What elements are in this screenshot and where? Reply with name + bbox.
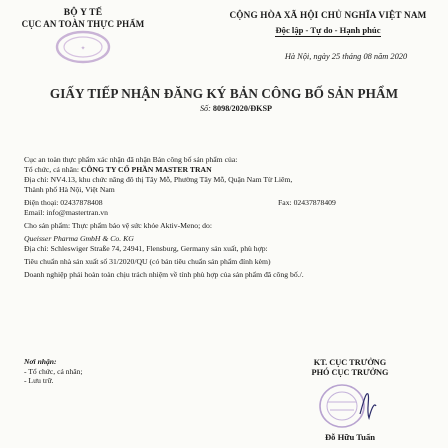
address-line-1: Địa chỉ: NV4.13, khu chức năng đô thị Tây Mỗ, Phường Tây Mỗ, Quận Nam Từ Liêm,: [24, 175, 293, 184]
recipients-label: Nơi nhận:: [24, 357, 57, 366]
issuing-authority: [8, 8, 158, 64]
signer-name: Đỗ Hữu Tuấn: [324, 432, 376, 442]
organization-name: CÔNG TY CỔ PHẦN MASTER TRAN: [80, 165, 212, 174]
svg-text:✦: ✦: [80, 46, 86, 52]
manufacturer-address: Địa chỉ: Schleswiger Straße 74, 24941, Flensburg, Germany sản xuất, phù hợp:: [24, 244, 268, 253]
organization-line: [24, 165, 438, 175]
address-line-2: Thành phố Hà Nội, Việt Nam: [24, 185, 115, 194]
document-body: [24, 155, 438, 280]
national-motto: Độc lập - Tự do - Hạnh phúc: [275, 25, 381, 35]
nation-name: CỘNG HÒA XÃ HỘI CHỦ NGHĨA VIỆT NAM: [229, 10, 427, 20]
signer-block: [270, 358, 430, 378]
responsibility-line: Doanh nghiệp phải hoàn toàn chịu trách nhiệm về tính phù hợp của sản phẩm đã công bố./.: [24, 270, 304, 279]
standard-line: Tiêu chuẩn nhà sản xuất số 31/2020/QU (có bản tiêu chuẩn sản phẩm đính kèm): [24, 257, 271, 266]
national-header: [214, 10, 442, 61]
product-line: Cho sản phẩm: Thực phẩm bảo vệ sức khỏe Aktiv-Meno; do:: [24, 221, 212, 230]
ministry-name: BỘ Y TẾ: [63, 8, 103, 18]
phone: Điện thoại: 02437878408: [24, 198, 103, 207]
manufacturer-name: Queisser Pharma GmbH & Co. KG: [24, 234, 134, 243]
email: Email: info@mastertran.vn: [24, 208, 108, 217]
document-number: [0, 104, 448, 113]
contact-row: [24, 198, 438, 208]
recipient-item: - Lưu trữ.: [24, 376, 54, 385]
organization-label: Tổ chức, cá nhân:: [24, 165, 79, 174]
recipient-item: - Tổ chức, cá nhân;: [24, 366, 83, 376]
issue-date: Hà Nội, ngày 25 tháng 08 năm 2020: [284, 52, 408, 61]
signer-title-1: KT. CỤC TRƯỞNG: [313, 358, 387, 367]
intro-line: Cục an toàn thực phẩm xác nhận đã nhận Bản công bố sản phẩm của:: [24, 155, 238, 164]
signer-title-2: PHÓ CỤC TRƯỞNG: [311, 368, 389, 377]
recipients-block: [24, 357, 83, 386]
official-seal-stamp-icon: [316, 380, 380, 430]
fax: Fax: 02437878409: [278, 198, 336, 207]
agency-name: CỤC AN TOÀN THỰC PHẨM: [21, 19, 145, 29]
header-seal-stamp-icon: [54, 30, 112, 64]
document-number-label: Số:: [199, 104, 211, 113]
document-title: GIẤY TIẾP NHẬN ĐĂNG KÝ BẢN CÔNG BỐ SẢN PHẨM: [49, 86, 399, 101]
document-number-value: 8098/2020/ĐKSP: [212, 104, 273, 113]
